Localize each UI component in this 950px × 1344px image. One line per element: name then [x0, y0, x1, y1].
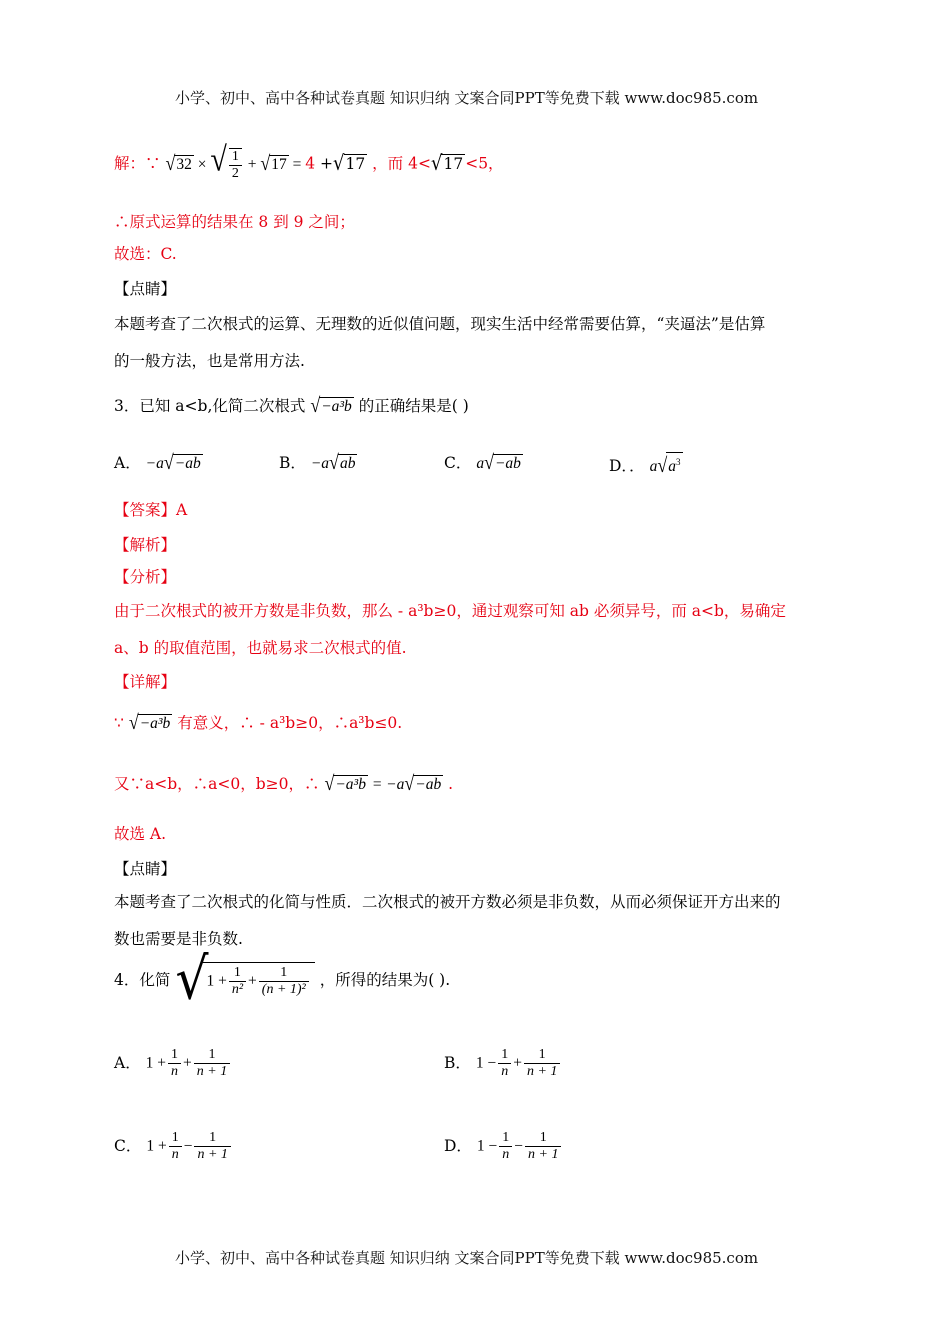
q4-stem-f2-den: (n + 1)²	[261, 982, 306, 997]
q2-solution-line: 解：∵ √32 × √ $\frac{1}{2}$ + √17 = 4 +√17 ，而 4<√17 <5，	[114, 140, 504, 181]
q3-stem-pre: 3．已知 a<b,化简二次根式	[114, 397, 306, 415]
q3-opt-c-rad: −ab	[494, 455, 521, 472]
q2-sol-plus2: +	[320, 154, 334, 173]
q2-sol-prefix: 解：∵	[114, 154, 161, 173]
q3-opt-b-rad: ab	[339, 455, 356, 472]
q2-conclusion: ∴原式运算的结果在 8 到 9 之间；	[114, 213, 355, 231]
q3-opt-c-label: C．	[444, 454, 472, 472]
q3-fenxi-tag: 【分析】	[114, 568, 177, 586]
q3-option-c: C． a√−ab	[444, 450, 521, 474]
q4-opt-c-label: C．	[114, 1137, 142, 1156]
q4-opt-c-f1-den: n	[171, 1147, 179, 1162]
q3-option-b: B． −a√ab	[279, 450, 356, 474]
q4-opt-a-one: 1 +	[145, 1054, 167, 1072]
q3-xj2-pre: 又∵a<b，∴a<0，b≥0，∴	[114, 775, 320, 793]
q4-opt-b-one: 1 −	[475, 1054, 497, 1072]
q3-xj1-pre: ∵	[114, 714, 124, 732]
q2-dianjing-line1: 本题考查了二次根式的运算、无理数的近似值问题，现实生活中经常需要估算，“夹逼法”是估算	[114, 315, 766, 333]
q4-stem-post: ，所得的结果为( ).	[319, 971, 451, 989]
q2-sol-four: 4	[305, 154, 316, 173]
q3-xj1-rad: −a³b	[139, 715, 171, 732]
q4-opt-d-f1-den: n	[502, 1147, 510, 1162]
q3-opt-a-label: A．	[114, 454, 141, 472]
q2-sol-rad3: 17	[345, 154, 366, 173]
q4-opt-d-label: D．	[444, 1137, 472, 1156]
q3-xj2-rad2: −ab	[415, 776, 442, 793]
q4-opt-a-f1-den: n	[171, 1064, 179, 1079]
q2-sol-frac	[229, 148, 242, 182]
q4-stem-radicand	[202, 962, 314, 998]
q3-xiangjie-line2: 又∵a<b，∴a<0，b≥0，∴ √−a³b = −a√−ab .	[114, 771, 454, 795]
q3-fenxi-line2: a、b 的取值范围，也就易求二次根式的值.	[114, 639, 407, 657]
q3-jiexi-tag: 【解析】	[114, 536, 177, 554]
q4-option-a	[114, 1047, 232, 1080]
q3-dianjing-line2: 数也需要是非负数.	[114, 930, 243, 948]
q3-option-a: A． −a√−ab	[114, 450, 201, 474]
q4-opt-c-one: 1 +	[146, 1137, 167, 1155]
q3-xj2-end: .	[448, 775, 454, 793]
page-header: 小学、初中、高中各种试卷真题 知识归纳 文案合同PPT等免费下载 www.doc985.com	[175, 89, 759, 107]
q4-option-d	[444, 1130, 563, 1163]
q4-opt-b-f1-den: n	[501, 1064, 509, 1079]
q3-xiangjie-tag: 【详解】	[114, 673, 177, 691]
q2-dianjing-tag: 【点睛】	[114, 280, 177, 298]
q4-stem-pre: 4．化简	[114, 971, 171, 989]
q4-option-b	[444, 1047, 562, 1080]
q4-opt-b-f1-num: 1	[498, 1047, 511, 1064]
q3-option-d: D．． $a√a^3$	[609, 453, 681, 477]
q4-stem-f2-num: 1	[259, 965, 309, 982]
q3-xj2-rad: −a³b	[335, 776, 366, 793]
q4-opt-d-f2-num: 1	[525, 1130, 561, 1147]
q3-opt-b-coef: −a	[310, 455, 330, 472]
q4-opt-c-op: −	[183, 1137, 193, 1155]
q2-sol-mid: ，而 4	[372, 154, 418, 173]
q2-sol-rad1: 32	[176, 155, 192, 173]
q4-opt-c-f2-den: n + 1	[197, 1147, 228, 1162]
q4-stem-f1-den: n²	[231, 982, 244, 997]
q2-sol-five: 5，	[478, 154, 504, 173]
q2-sol-rad4: 17	[443, 154, 464, 173]
q2-sol-lt: <	[417, 154, 431, 173]
q2-dianjing-line2: 的一般方法，也是常用方法.	[114, 352, 305, 370]
q3-opt-d-coef: a	[649, 458, 658, 476]
page-footer: 小学、初中、高中各种试卷真题 知识归纳 文案合同PPT等免费下载 www.doc985.com	[175, 1249, 759, 1267]
q2-sol-rad2: 17	[271, 155, 287, 173]
q3-xiangjie-line1: ∵ √−a³b 有意义，∴ - a³b≥0，∴a³b≤0.	[114, 710, 403, 734]
q4-opt-a-label: A．	[114, 1054, 141, 1073]
q4-opt-a-f2-den: n + 1	[196, 1064, 228, 1079]
q3-stem-post: 的正确结果是( )	[358, 397, 469, 415]
q2-sol-frac-den: 2	[231, 166, 239, 181]
q4-opt-d-f1-num: 1	[499, 1130, 512, 1147]
q2-sol-frac-num: 1	[229, 149, 242, 166]
q3-xj1-post: 有意义，∴ - a³b≥0，∴a³b≤0.	[177, 714, 403, 732]
q4-stem-one: 1 +	[206, 972, 227, 990]
q4-opt-c-f2-num: 1	[194, 1130, 230, 1147]
q3-xj2-eq: = −a	[371, 776, 405, 793]
q2-sol-expression: √32 × √ $\frac{1}{2}$ + √17 =	[165, 140, 302, 181]
q2-choice: 故选：C.	[114, 245, 177, 263]
q4-option-c	[114, 1130, 233, 1163]
q3-opt-a-rad: −ab	[174, 455, 201, 472]
q4-opt-d-op: −	[514, 1137, 523, 1155]
q4-opt-a-f1-num: 1	[168, 1047, 181, 1064]
q4-opt-b-op: +	[513, 1054, 522, 1072]
q4-opt-d-one: 1 −	[476, 1137, 498, 1155]
q3-fenxi-line1: 由于二次根式的被开方数是非负数，那么 - a³b≥0，通过观察可知 ab 必须异号，而 a<b，易确定	[114, 602, 786, 620]
q4-stem-f1-num: 1	[229, 965, 246, 982]
q3-answer: 【答案】A	[114, 501, 188, 519]
q4-opt-c-f1-num: 1	[169, 1130, 182, 1147]
q4-opt-b-f2-num: 1	[524, 1047, 560, 1064]
q4-opt-a-op: +	[183, 1054, 192, 1072]
q3-stem: 3．已知 a<b,化简二次根式 √−a³b 的正确结果是( )	[114, 393, 469, 417]
q3-opt-d-sup: 3	[676, 457, 681, 467]
q3-opt-b-label: B．	[279, 454, 306, 472]
q4-stem: 4．化简 √1 + $\frac{1}{\text{n²}}$ + $\frac{1}{\text{(n + 1)²}}$ ，所得的结果为( ).	[114, 947, 451, 1013]
q4-opt-b-label: B．	[444, 1054, 471, 1073]
q3-opt-d-rad: a	[668, 458, 677, 476]
q3-dianjing-line1: 本题考查了二次根式的化简与性质．二次根式的被开方数必须是非负数，从而必须保证开方出来的	[114, 893, 781, 911]
q3-opt-c-coef: a	[476, 455, 485, 472]
q4-opt-a-f2-num: 1	[194, 1047, 230, 1064]
q3-opt-d-label: D．．	[609, 457, 645, 476]
q3-choice: 故选 A.	[114, 825, 167, 843]
q3-dianjing-tag: 【点睛】	[114, 860, 177, 878]
q3-stem-radicand: −a³b	[321, 398, 352, 415]
q2-sol-eq: =	[292, 155, 302, 173]
q3-opt-a-coef: −a	[145, 455, 164, 472]
q2-sol-plus: +	[247, 155, 257, 173]
q2-sol-times: ×	[197, 155, 207, 173]
q2-sol-lt2: <	[465, 154, 479, 173]
q4-opt-d-f2-den: n + 1	[528, 1147, 559, 1162]
q4-stem-plus: +	[248, 972, 257, 990]
q4-opt-b-f2-den: n + 1	[526, 1064, 558, 1079]
